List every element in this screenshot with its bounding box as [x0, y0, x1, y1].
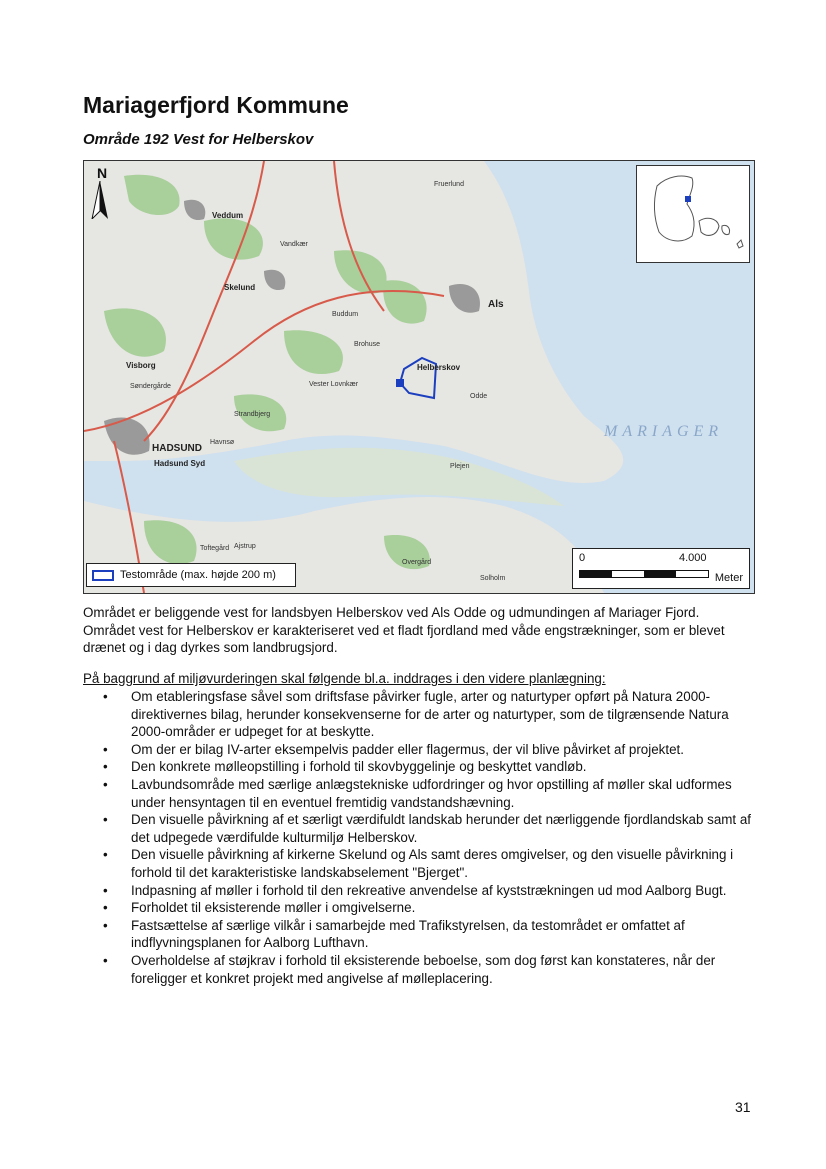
map-label-fruerlund: Fruerlund	[434, 181, 464, 188]
page-subtitle: Område 192 Vest for Helberskov	[83, 131, 314, 148]
area-map	[83, 160, 755, 594]
scale-max-label: 4.000	[679, 552, 707, 564]
section-heading: På baggrund af miljøvurderingen skal følgende bl.a. inddrages i den videre planlægning:	[83, 671, 606, 686]
map-label-hadsund: HADSUND	[152, 443, 202, 454]
map-label-helberskov: Helberskov	[417, 363, 461, 372]
map-label-solholm: Solholm	[480, 575, 506, 582]
scale-bar	[572, 548, 750, 589]
north-arrow-icon	[90, 181, 110, 219]
test-area-swatch	[92, 570, 114, 581]
page-title: Mariagerfjord Kommune	[83, 92, 349, 118]
map-label-sondergaarde: Søndergårde	[130, 383, 171, 390]
list-item: • Om etableringsfase såvel som driftsfase påvirker fugle, arter og naturtyper opført på Natura 2000-direktivernes bilag, herunder konsekvenserne for de arter og naturtyper, som de tilgrænsende Natura 2000-områder er udpeget for at beskytte.	[83, 688, 755, 741]
map-legend	[86, 563, 296, 587]
intro-paragraph: Området er beliggende vest for landsbyen Helberskov ved Als Odde og udmundingen af Mariager Fjord. Området vest for Helberskov er karakteriseret ved et fladt fjordland med våde engstrækninger, som er blevet drænet og i dag dyrkes som landbrugsjord.	[83, 605, 725, 656]
map-label-overgaard: Overgård	[402, 559, 432, 566]
list-item: • Den visuelle påvirkning af kirkerne Skelund og Als samt deres omgivelser, og den visuelle påvirkning i forhold til det karakteristiske landskabselement "Bjerget".	[83, 846, 755, 881]
north-arrow	[90, 165, 114, 219]
map-label-strandbjerg: Strandbjerg	[234, 411, 271, 418]
map-label-buddum: Buddum	[332, 311, 359, 318]
legend-label: Testområde (max. højde 200 m)	[120, 569, 276, 581]
map-label-brohuse: Brohuse	[354, 341, 381, 348]
map-label-ajstrup: Ajstrup	[234, 543, 256, 550]
map-label-vandkaer: Vandkær	[280, 241, 308, 248]
map-label-skelund: Skelund	[224, 283, 256, 292]
scale-unit-label: Meter	[714, 572, 743, 584]
list-item: • Fastsættelse af særlige vilkår i samarbejde med Trafikstyrelsen, da testområdet er omfattet af indflyvningsplanen for Aalborg Lufthavn.	[83, 917, 755, 952]
scale-bar-graphic	[579, 570, 709, 578]
list-item: • Indpasning af møller i forhold til den rekreative anvendelse af kyststrækningen ud mod Aalborg Bugt.	[83, 882, 755, 900]
map-label-toftegaard: Toftegård	[200, 545, 230, 552]
list-item: • Den konkrete mølleopstilling i forhold til skovbyggelinje og beskyttet vandløb.	[83, 758, 755, 776]
map-label-visborg: Visborg	[126, 361, 156, 370]
map-label-hadsund-syd: Hadsund Syd	[154, 459, 206, 468]
test-area-marker	[396, 379, 404, 387]
list-item: • Overholdelse af støjkrav i forhold til eksisterende beboelse, som dog først kan konstateres, når der foreligger et konkret projekt med angivelse af mølleplacering.	[83, 952, 755, 987]
list-item: • Forholdet til eksisterende møller i omgivelserne.	[83, 899, 755, 917]
map-label-plejen: Plejen	[450, 463, 470, 470]
map-label-veddum: Veddum	[212, 211, 244, 220]
list-item: • Den visuelle påvirkning af et særligt værdifuldt landskab herunder det nærliggende fjordlandskab samt af det udpegede værdifulde kulturmiljø Helberskov.	[83, 811, 755, 846]
denmark-inset-map	[636, 165, 750, 263]
list-item: • Om der er bilag IV-arter eksempelvis padder eller flagermus, der vil blive påvirket af projektet.	[83, 741, 755, 759]
denmark-outline-icon	[637, 166, 749, 262]
list-item: • Lavbundsområde med særlige anlægstekniske udfordringer og hvor opstilling af møller skal udformes under hensyntagen til en eventuel fremtidig vandstandshævning.	[83, 776, 755, 811]
map-label-odde: Odde	[470, 393, 488, 400]
map-label-mariager: MARIAGER	[604, 423, 724, 440]
north-label: N	[96, 165, 108, 181]
map-label-als: Als	[488, 299, 504, 310]
map-label-vester-lovnkaer: Vester Lovnkær	[309, 381, 359, 388]
page-number: 31	[735, 1099, 751, 1115]
scale-zero-label: 0	[579, 552, 586, 564]
map-label-havnso: Havnsø	[210, 439, 235, 446]
bullet-list	[83, 688, 755, 987]
